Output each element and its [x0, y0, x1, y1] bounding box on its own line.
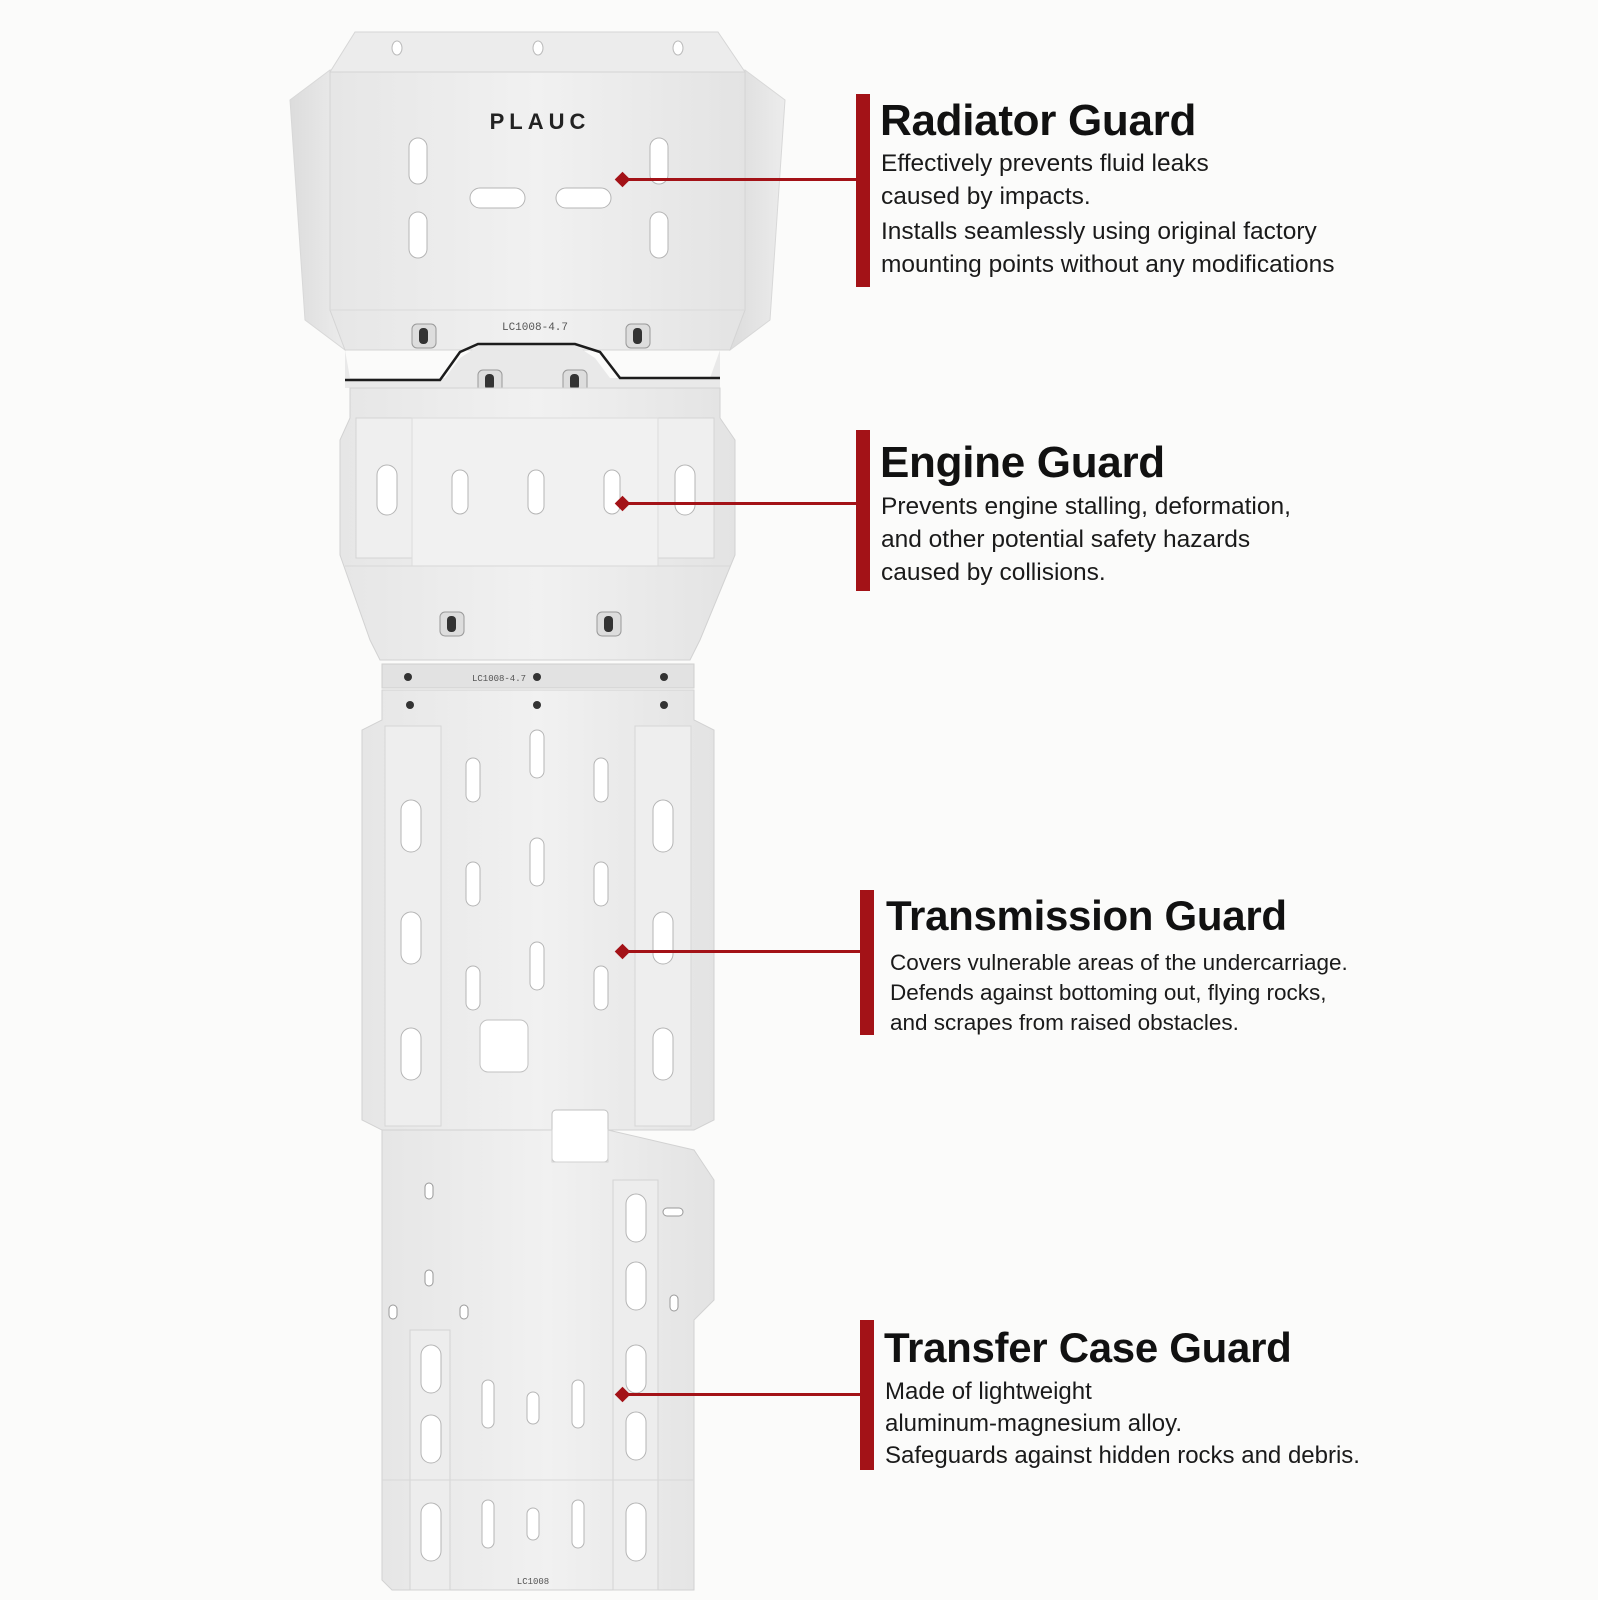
callout-line: Defends against bottoming out, flying rocks, — [890, 980, 1327, 1005]
transmission-guard-callout — [860, 890, 1420, 1035]
callout-line: aluminum-magnesium alloy. — [885, 1410, 1182, 1437]
brand-logo: PLAUC — [489, 109, 591, 134]
callout-description — [885, 1376, 1360, 1472]
engine-leader-line — [626, 502, 858, 505]
callout-line: caused by collisions. — [881, 559, 1106, 586]
callout-line: mounting points without any modifications — [881, 251, 1335, 278]
radiator-guard-plate — [290, 32, 785, 350]
callout-line: Made of lightweight — [885, 1378, 1092, 1405]
callout-description — [881, 490, 1291, 589]
callout-title: Transmission Guard — [886, 892, 1287, 939]
callout-line: Installs seamlessly using original factory — [881, 218, 1317, 245]
transfer-leader-line — [626, 1393, 862, 1396]
callout-title: Radiator Guard — [880, 96, 1197, 145]
callout-line: Effectively prevents fluid leaks — [881, 150, 1209, 177]
callout-title: Engine Guard — [880, 438, 1165, 487]
callout-line: caused by impacts. — [881, 183, 1091, 210]
callout-line: Safeguards against hidden rocks and debris. — [885, 1442, 1360, 1469]
callout-accent-bar — [860, 1320, 874, 1470]
part-code-mid: LC1008-4.7 — [472, 674, 527, 684]
part-code-lower: LC1008 — [516, 1577, 550, 1587]
callout-accent-bar — [856, 94, 870, 287]
part-code-upper: LC1008-4.7 — [501, 322, 569, 334]
callout-accent-bar — [860, 890, 874, 1035]
callout-line: Covers vulnerable areas of the undercarriage. — [890, 950, 1348, 975]
transmission-leader-line — [626, 950, 862, 953]
radiator-leader-line — [626, 178, 858, 181]
callout-line: and other potential safety hazards — [881, 526, 1251, 553]
transmission-guard-plate — [362, 690, 714, 1162]
callout-accent-bar — [856, 430, 870, 591]
radiator-engine-joint — [345, 344, 720, 394]
callout-description — [890, 948, 1348, 1038]
callout-description — [881, 147, 1335, 281]
callout-title: Transfer Case Guard — [884, 1324, 1292, 1371]
callout-line: and scrapes from raised obstacles. — [890, 1010, 1239, 1035]
engine-guard-callout — [856, 430, 1416, 591]
engine-guard-plate — [340, 388, 735, 688]
transfer-case-guard-plate — [382, 1130, 714, 1590]
transfer-case-guard-callout — [860, 1320, 1430, 1470]
callout-line: Prevents engine stalling, deformation, — [881, 493, 1291, 520]
radiator-guard-callout — [856, 94, 1416, 287]
